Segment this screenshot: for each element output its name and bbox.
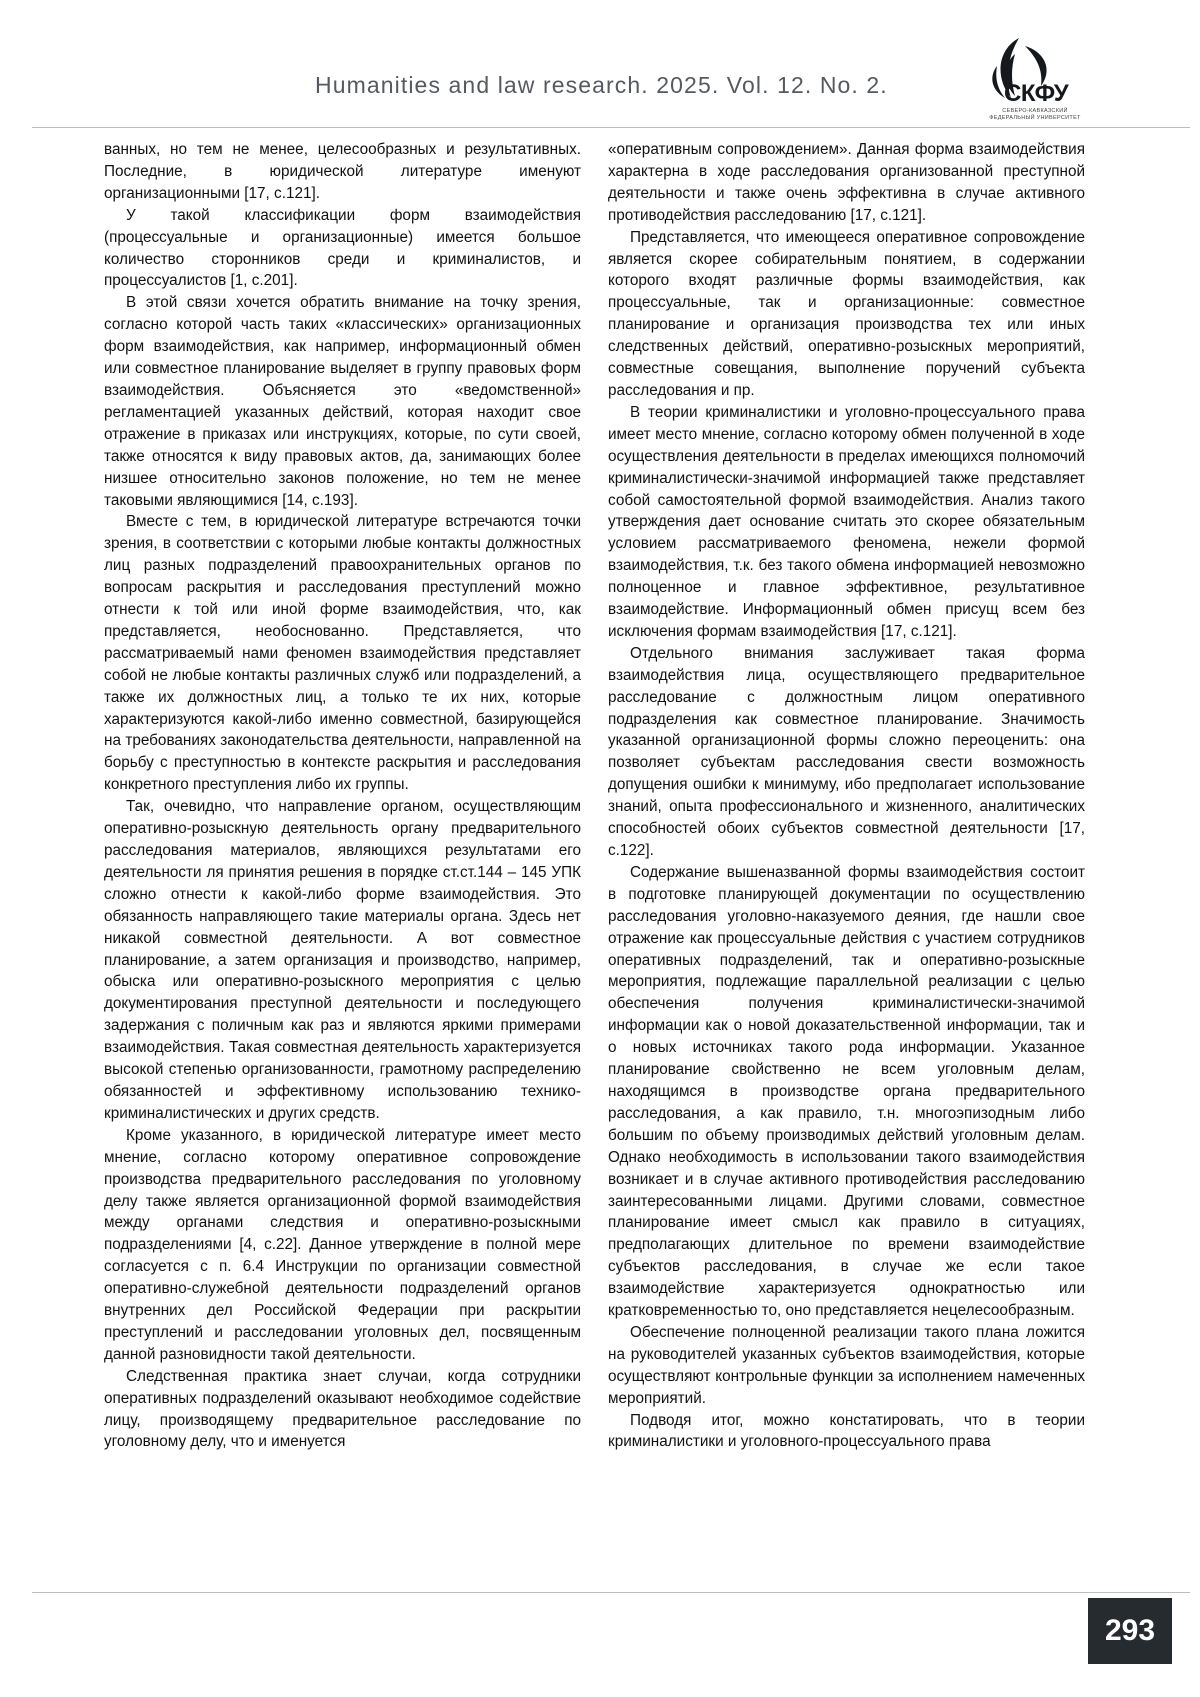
paragraph: Подводя итог, можно констатировать, что в теории криминалистики и уголовного-процессуального права <box>608 1411 1085 1451</box>
paragraph: Следственная практика знает случаи, когда сотрудники оперативных подразделений оказывают необходимое содействие лицу, производящему предварительное расследование по уголовному делу, что и именуется <box>104 1367 581 1451</box>
paragraph: В теории криминалистики и уголовно-процессуального права имеет место мнение, согласно которому обмен полученной в ходе осуществления деятельности в пределах имеющихся полномочий криминалистически-значимой информацией также представляет собой самостоятельной формой взаимодействия. Анализ такого утверждения дает основание считать это скорее обязательным условием рассматриваемого феномена, нежели формой взаимодействия, т.к. без такого обмена информацией невозможно полноценное и главное эффективное, результативное взаимодействие. Информационный обмен присущ всем без исключения формам взаимодействия [17, с.121]. <box>608 403 1085 640</box>
left-column <box>104 139 581 1584</box>
article-body <box>104 139 1085 1584</box>
paragraph: ванных, но тем не менее, целесообразных и результативных. Последние, в юридической литературе именуют организационными [17, с.121]. <box>104 141 581 202</box>
paragraph: У такой классификации форм взаимодействия (процессуальные и организационные) имеется большое количество сторонников среди и криминалистов, и процессуалистов [1, с.201]. <box>104 206 581 290</box>
paragraph: Обеспечение полноценной реализации такого плана ложится на руководителей указанных субъектов взаимодействия, которые осуществляют контрольные функции за исполнением намеченных мероприятий. <box>608 1323 1085 1407</box>
logo-subtext: СЕВЕРО-КАВКАЗСКИЙ ФЕДЕРАЛЬНЫЙ УНИВЕРСИТЕТ <box>989 108 1081 121</box>
logo-text: СКФУ <box>1004 80 1069 107</box>
header-divider <box>32 127 1190 128</box>
paragraph: Отдельного внимания заслуживает такая форма взаимодействия лица, осуществляющего предварительное расследование с должностным лицом оперативного подразделения как совместное планирование. Значимость указанной организационной формы сложно переоценить: она позволяет субъектам расследования свести возможность допущения ошибки к минимуму, ибо предполагает использование знаний, опыта профессионального и жизненного, аналитических способностей обоих субъектов совместной деятельности [17, с.122]. <box>608 644 1085 859</box>
paragraph: Так, очевидно, что направление органом, осуществляющим оперативно-розыскную деятельность органу предварительного расследования материалов, являющихся результатами его деятельности ля принятия решения в порядке ст.ст.144 – 145 УПК сложно отнести к какой-либо форме взаимодействия. Это обязанность направляющего такие материалы органа. Здесь нет никакой совместной деятельности. А вот совместное планирование, а затем организация и производство, например, обыска или оперативно-розыскного мероприятия с целью документирования преступной деятельности и последующего задержания с поличным как раз и являются яркими примерами взаимодействия. Такая совместная деятельность характеризуется высокой степенью организованности, грамотному распределению обязанностей и эффективному использованию технико-криминалистических и других средств. <box>104 798 581 1122</box>
paragraph: Кроме указанного, в юридической литературе имеет место мнение, согласно которому оперативное сопровождение производства предварительного расследования по уголовному делу также является организационной формой взаимодействия между органами следствия и оперативно-розыскными подразделениями [4, с.22]. Данное утверждение в полной мере согласуется с п. 6.4 Инструкции по организации совместной оперативно-служебной деятельности подразделений органов внутренних дел Российской Федерации при раскрытии преступлений и расследовании уголовных дел, посвященным данной разновидности такой деятельности. <box>104 1126 581 1363</box>
footer-divider <box>32 1592 1190 1593</box>
journal-title: Humanities and law research. 2025. Vol. 12. No. 2. <box>315 72 888 98</box>
paragraph: Вместе с тем, в юридической литературе встречаются точки зрения, в соответствии с которыми любые контакты должностных лиц разных подразделений правоохранительных органов по вопросам раскрытия и расследования преступлений можно отнести к той или иной форме взаимодействия, что, как представляется, необоснованно. Представляется, что рассматриваемый нами феномен взаимодействия представляет собой не любые контакты различных служб или подразделений, а также их должностных лиц, а только те их них, которые характеризуются какой-либо именно совместной, базирующейся на требованиях законодательства деятельности, направленной на борьбу с преступностью в контексте раскрытия и расследования конкретного преступления либо их группы. <box>104 513 581 794</box>
paragraph: В этой связи хочется обратить внимание на точку зрения, согласно которой часть таких «классических» организационных форм взаимодействия, как например, информационный обмен или совместное планирование выделяет в группу правовых форм взаимодействия. Объясняется это «ведомственной» регламентацией указанных действий, которая находит свое отражение в приказах или инструкциях, которые, по сути своей, также относятся к виду правовых актов, да, занимающих более низшее относительно законов положение, но тем не менее таковыми являющимися [14, с.193]. <box>104 294 581 509</box>
right-column <box>608 139 1085 1584</box>
page-number: 293 <box>1088 1598 1172 1664</box>
paragraph: Содержание вышеназванной формы взаимодействия состоит в подготовке планирующей документации по осуществлению расследования уголовно-наказуемого деяния, где нашли свое отражение как процессуальные действия с участием сотрудников оперативных подразделений, так и оперативно-розыскные мероприятия, подлежащие параллельной реализации с целью обеспечения получения криминалистически-значимой информации как о новой доказательственной информации, так и о новых источниках такого рода информации. Указанное планирование свойственно не всем уголовным делам, находящимся в производстве органа предварительного расследования, а как правило, т.н. многоэпизодным либо большим по объему производимых действий уголовным делам. Однако необходимость в использовании такого взаимодействия возникает и в случае активного противодействия расследованию заинтересованными лицами. Другими словами, совместное планирование имеет смысл как правило в ситуациях, предполагающих длительное по времени взаимодействие субъектов расследования, в случае же если такое взаимодействие характеризуется однократностью или кратковременностью то, оно представляется нецелесообразным. <box>608 863 1085 1320</box>
paragraph: Представляется, что имеющееся оперативное сопровождение является скорее собирательным понятием, в содержании которого входят различные формы взаимодействия, как процессуальные, так и организационные: совместное планирование и организация производства тех или иных следственных действий, оперативно-розыскных мероприятий, совместные совещания, выполнение поручений субъекта расследования и пр. <box>608 228 1085 399</box>
page-header <box>0 0 1200 128</box>
paragraph: «оперативным сопровождением». Данная форма взаимодействия характерна в ходе расследования организованной преступной деятельности и также очень эффективна в случае активного противодействия расследованию [17, с.121]. <box>608 141 1085 224</box>
